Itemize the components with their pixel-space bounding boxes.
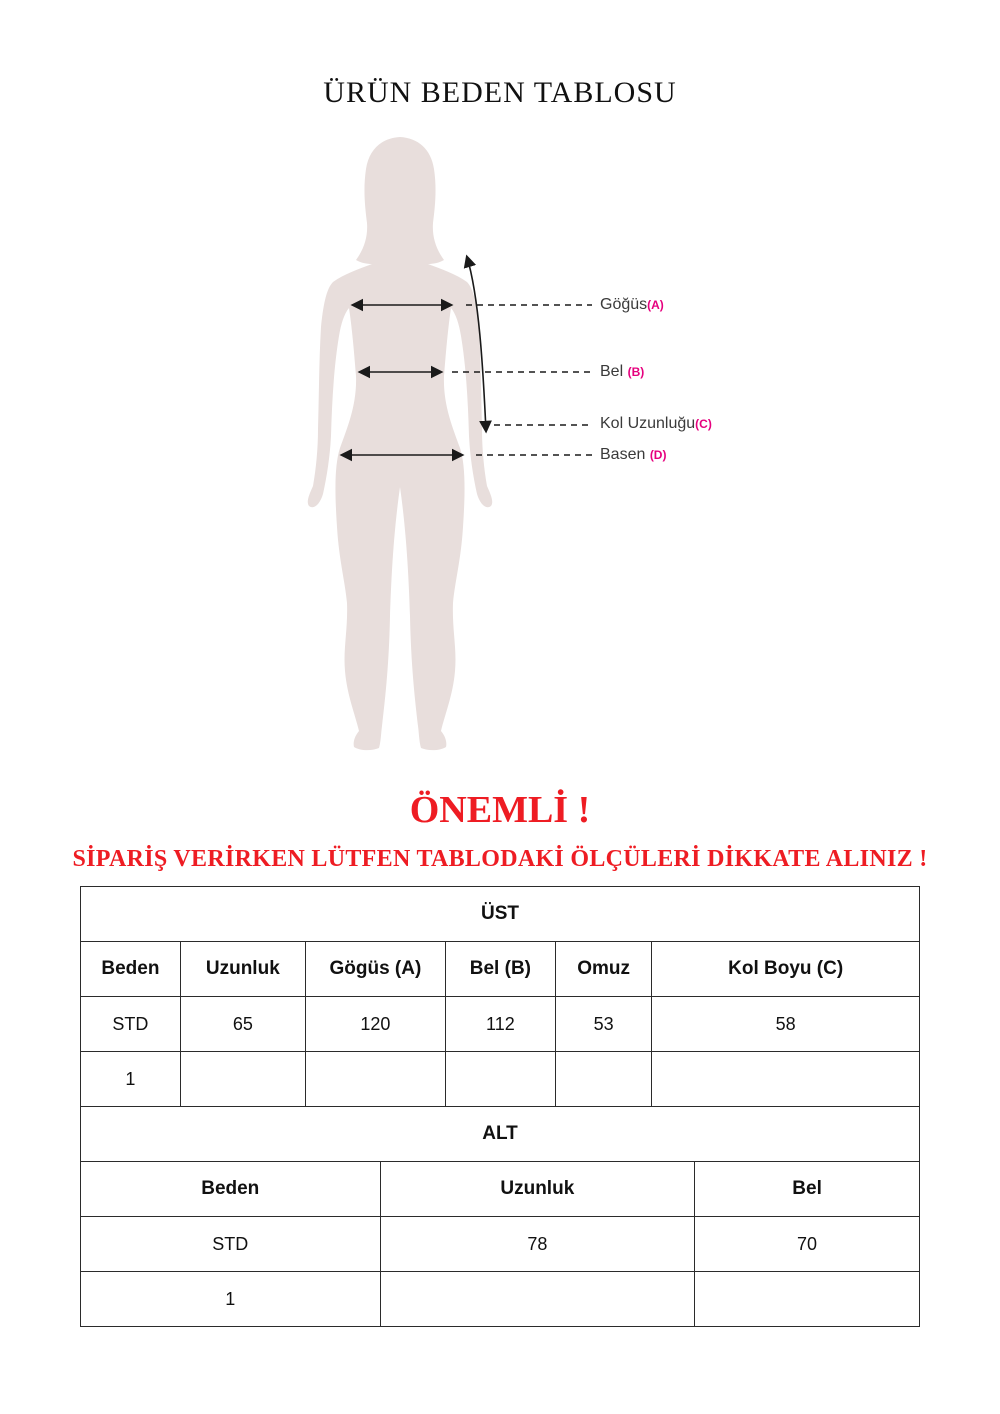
column-header: Uzunluk — [180, 942, 305, 997]
column-header: Kol Boyu (C) — [652, 942, 920, 997]
body-measurement-diagram — [280, 135, 600, 760]
measurement-label-text: Basen — [600, 446, 650, 463]
table-cell — [652, 1052, 920, 1107]
measurement-label-text: Bel — [600, 363, 628, 380]
female-body-silhouette — [308, 137, 492, 750]
column-header: Beden — [81, 942, 181, 997]
important-heading: ÖNEMLİ ! — [409, 789, 591, 831]
size-table-ust — [80, 886, 920, 1107]
table-title-row — [81, 887, 920, 942]
table-cell: 120 — [305, 997, 445, 1052]
measurement-key: (A) — [647, 298, 664, 312]
table-row — [81, 1052, 920, 1107]
table-cell — [445, 1052, 555, 1107]
measurement-label-bel — [600, 362, 644, 382]
measurement-label-gogus — [600, 295, 664, 315]
table-row — [81, 997, 920, 1052]
table-cell: STD — [81, 997, 181, 1052]
table-header-row — [81, 942, 920, 997]
table-cell — [305, 1052, 445, 1107]
table-cell — [695, 1272, 920, 1327]
measurement-key: (B) — [627, 365, 645, 379]
measurement-label-text: Kol Uzunluğu — [600, 415, 696, 432]
table-cell: 1 — [81, 1052, 181, 1107]
column-header: Bel — [695, 1162, 920, 1217]
measurement-label-kol-uzunlugu — [600, 414, 712, 434]
important-note: SİPARİŞ VERİRKEN LÜTFEN TABLODAKİ ÖLÇÜLERİ DİKKATE ALINIZ ! — [72, 846, 928, 872]
table-cell: STD — [81, 1217, 381, 1272]
column-header: Omuz — [555, 942, 651, 997]
column-header: Beden — [81, 1162, 381, 1217]
column-header: Uzunluk — [380, 1162, 695, 1217]
column-header: Gögüs (A) — [305, 942, 445, 997]
table-row — [81, 1217, 920, 1272]
measurement-label-text: Göğüs — [600, 296, 648, 313]
table-cell: 65 — [180, 997, 305, 1052]
table-title: ÜST — [81, 887, 920, 942]
table-cell: 53 — [555, 997, 651, 1052]
table-cell: 58 — [652, 997, 920, 1052]
table-title-row — [81, 1107, 920, 1162]
table-cell — [180, 1052, 305, 1107]
size-tables — [80, 886, 920, 1327]
table-cell — [555, 1052, 651, 1107]
table-cell: 112 — [445, 997, 555, 1052]
table-cell — [380, 1272, 695, 1327]
column-header: Bel (B) — [445, 942, 555, 997]
page-title: ÜRÜN BEDEN TABLOSU — [323, 76, 677, 109]
table-cell: 78 — [380, 1217, 695, 1272]
table-cell: 1 — [81, 1272, 381, 1327]
table-cell: 70 — [695, 1217, 920, 1272]
table-row — [81, 1272, 920, 1327]
measurement-key: (C) — [695, 417, 712, 431]
measurement-label-basen — [600, 445, 666, 465]
size-table-alt — [80, 1106, 920, 1327]
table-header-row — [81, 1162, 920, 1217]
table-title: ALT — [81, 1107, 920, 1162]
measurement-key: (D) — [649, 448, 667, 462]
